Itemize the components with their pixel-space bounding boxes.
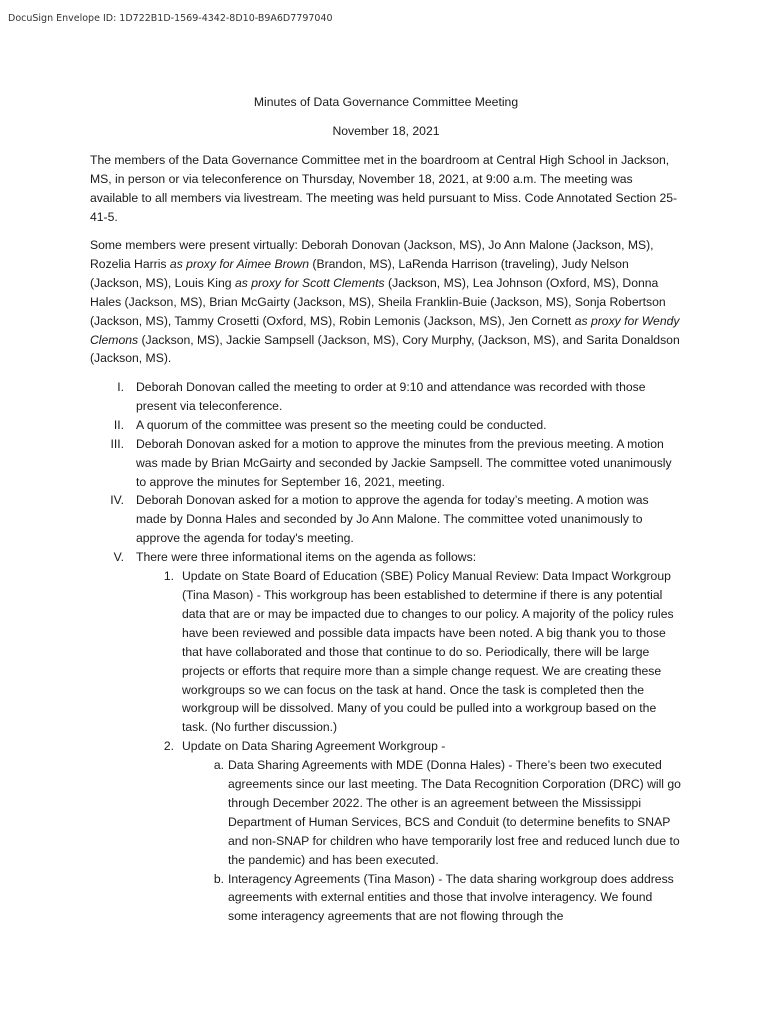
meeting-date: November 18, 2021	[332, 124, 440, 138]
item-number: 1.	[163, 569, 174, 584]
item-text: Deborah Donovan called the meeting to order at 9:10 and attendance was recorded with those present via teleconference.	[136, 380, 646, 413]
list-item	[182, 870, 682, 927]
item-text: Update on Data Sharing Agreement Workgroup -	[182, 739, 446, 754]
attendance-text-4: (Jackson, MS), Jackie Sampsell (Jackson, MS), Cory Murphy, (Jackson, MS), and Sarita Donaldson (Jackson, MS).	[90, 332, 680, 366]
proxy-note-1: as proxy for Aimee Brown	[169, 256, 310, 271]
informational-items-list	[136, 567, 682, 926]
attendance-text-2: (Brandon, MS), LaRenda Harrison (traveling), Judy Nelson (Jackson, MS), Louis King	[90, 256, 629, 290]
item-number: IV.	[110, 493, 124, 508]
intro-text: The members of the Data Governance Committee met in the boardroom at Central High School in Jackson, MS, in person or via teleconference on Thursday, November 18, 2021, at 9:00 a.m. The meeting was available to all members via livestream. The meeting was held pursuant to Miss. Code Annotated Section 25-41-5.	[90, 153, 678, 224]
item-number: 2.	[163, 739, 174, 754]
list-item	[90, 435, 682, 492]
item-number: a.	[213, 758, 224, 773]
item-text: Deborah Donovan asked for a motion to approve the minutes from the previous meeting. A motion was made by Brian McGairty and seconded by Jackie Sampsell. The committee voted unanimously to approve the minutes for September 16, 2021, meeting.	[136, 436, 672, 489]
item-number: II.	[113, 417, 124, 432]
list-item	[182, 756, 682, 869]
item-number: V.	[113, 550, 124, 565]
proxy-note-2: as proxy for Scott Clements	[234, 275, 385, 290]
list-item	[136, 737, 682, 926]
attendance-text-1: Some members were present virtually: Deborah Donovan (Jackson, MS), Jo Ann Malone (Jackson, MS), Rozelia Harris	[90, 238, 654, 271]
list-item	[90, 491, 682, 548]
item-number: III.	[110, 436, 124, 451]
list-item	[136, 567, 682, 737]
proxy-note-3: as proxy for Wendy Clemons	[90, 313, 680, 347]
item-text: Interagency Agreements (Tina Mason) - The data sharing workgroup does address agreements with external entities and those that involve interagency. We found some interagency agreements that are not flowing through the	[228, 871, 674, 924]
list-item	[90, 416, 682, 435]
attendance-paragraph	[90, 236, 682, 368]
item-number: b.	[213, 871, 224, 886]
item-text: There were three informational items on the agenda as follows:	[136, 550, 477, 565]
agenda-list	[90, 378, 682, 926]
item-text: Data Sharing Agreements with MDE (Donna Hales) - There’s been two executed agreements since our last meeting. The Data Recognition Corporation (DRC) will go through December 2022. The other is an agreement between the Mississippi Department of Human Services, BCS and Conduit (to determine benefits to SNAP and non-SNAP for children who have temporarily lost free and reduced lunch due to the pandemic) and has been executed.	[228, 758, 681, 867]
item-text: A quorum of the committee was present so the meeting could be conducted.	[136, 417, 547, 432]
attendance-text-3: (Jackson, MS), Lea Johnson (Oxford, MS), Donna Hales (Jackson, MS), Brian McGairty (Jackson, MS), Sheila Franklin-Buie (Jackson, MS), Sonja Robertson (Jackson, MS), Tammy Crosetti (Oxford, MS), Robin Lemonis (Jackson, MS), Jen Cornett	[90, 275, 666, 328]
data-sharing-list	[182, 756, 682, 926]
document-title: Minutes of Data Governance Committee Meeting	[253, 95, 519, 109]
intro-paragraph	[90, 151, 682, 227]
list-item	[90, 548, 682, 926]
item-text: Deborah Donovan asked for a motion to approve the agenda for today’s meeting. A motion was made by Donna Hales and seconded by Jo Ann Malone. The committee voted unanimously to approve the agenda for today's meeting.	[136, 493, 649, 546]
item-number: I.	[117, 380, 124, 394]
list-item	[90, 378, 682, 416]
item-text: Update on State Board of Education (SBE) Policy Manual Review: Data Impact Workgroup (Tina Mason) - This workgroup has been established to determine if there is any potential data that are or may be impacted due to changes to our policy. A majority of the policy rules have been reviewed and possible data impacts have been noted. A big thank you to those that have collaborated and those that continue to do so. Periodically, there will be large projects or efforts that require more than a simple change request. We are creating these workgroups so we can focus on the task at hand. Once the task is completed then the workgroup will be dissolved. Many of you could be pulled into a workgroup based on the task. (No further discussion.)	[182, 569, 674, 735]
docusign-envelope-id: DocuSign Envelope ID: 1D722B1D-1569-4342-8D10-B9A6D7797040	[8, 13, 333, 24]
